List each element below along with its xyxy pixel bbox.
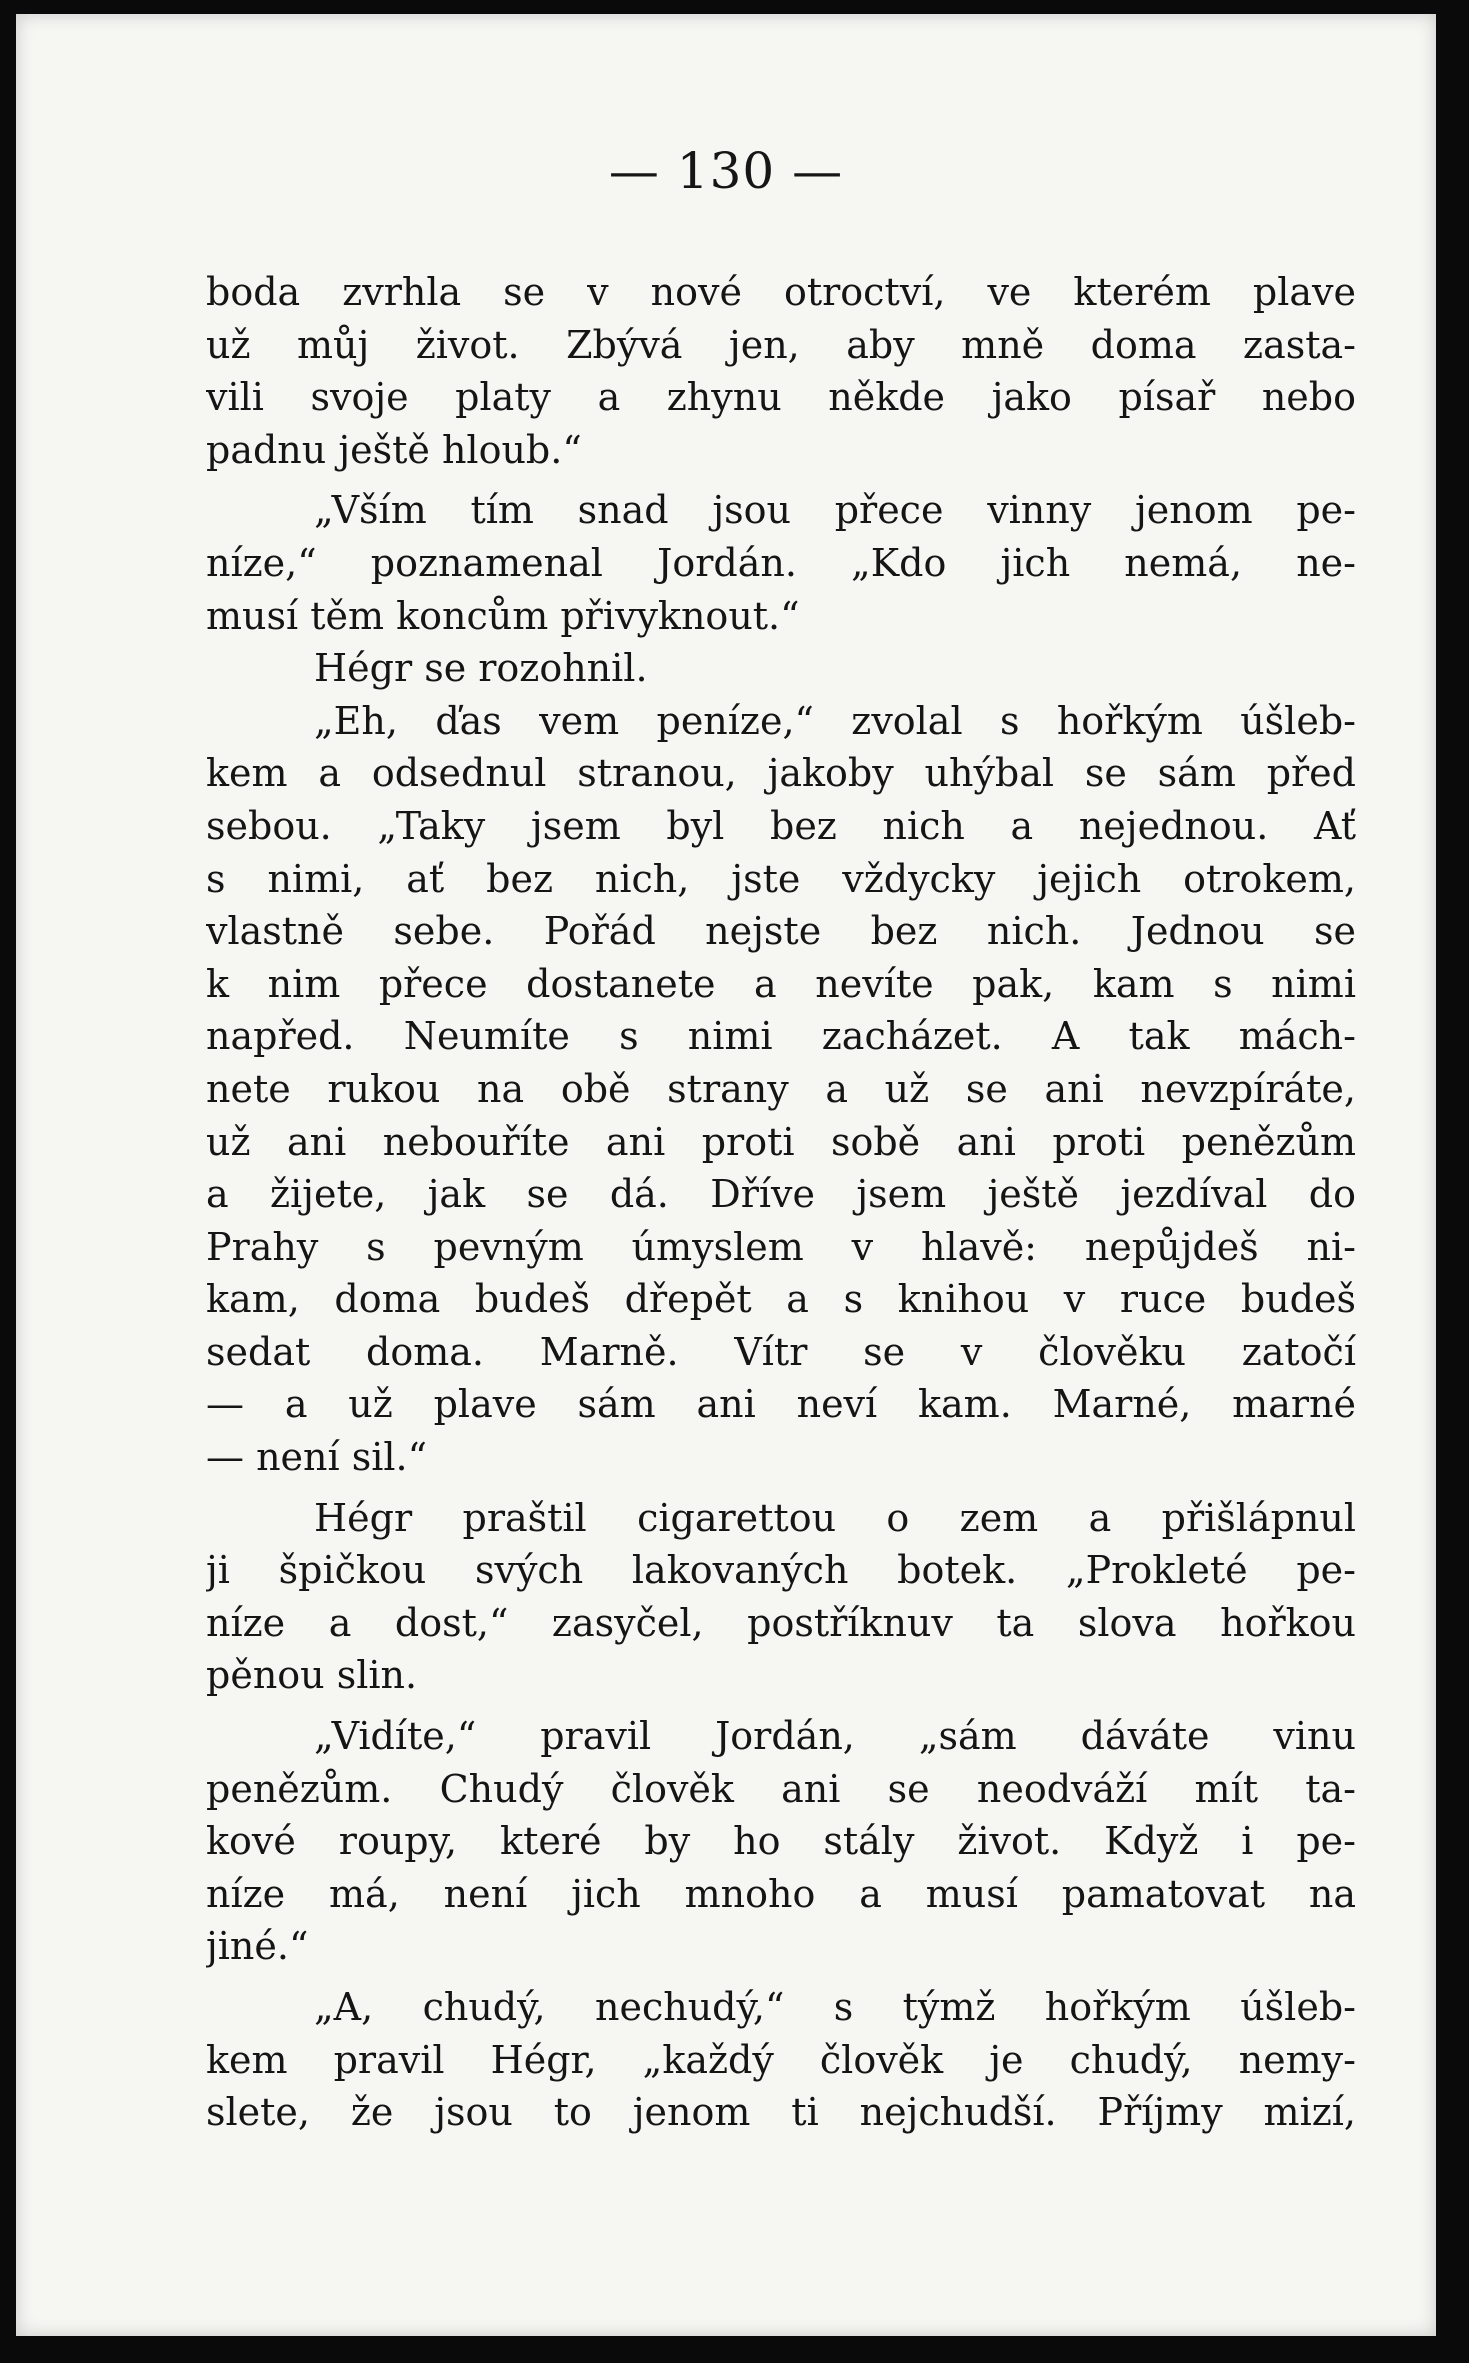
text-line: nete rukou na obě strany a už se ani nevzpíráte, [206,1066,1356,1111]
text-line: sebou. „Taky jsem byl bez nich a nejednou. Ať [206,803,1356,848]
text-line: Hégr se rozohnil. [314,646,648,691]
text-line: kové roupy, které by ho stály život. Když i pe- [206,1819,1356,1864]
text-line: pěnou slin. [206,1653,418,1698]
text-line: kem a odsednul stranou, jakoby uhýbal se sám před [206,751,1356,796]
body-text [206,266,1356,2139]
text-line: „A, chudý, nechudý,“ s týmž hořkým úšleb- [314,1985,1356,2029]
text-line: slete, že jsou to jenom ti nejchudší. Příjmy mizí, [206,2090,1356,2135]
text-line: níze a dost,“ zasyčel, postříknuv ta slova hořkou [206,1600,1356,1645]
paragraph-gap [206,1702,1356,1710]
page-number: — 130 — [608,142,844,200]
text-line: Prahy s pevným úmyslem v hlavě: nepůjdeš ni- [206,1224,1356,1269]
text-line: sedat doma. Marně. Vítr se v člověku zatočí [206,1329,1356,1374]
text-line: k nim přece dostanete a nevíte pak, kam s nimi [206,961,1356,1006]
text-line: už ani nebouříte ani proti sobě ani proti penězům [206,1119,1356,1164]
paragraph-gap [206,1484,1356,1492]
text-line: — není sil.“ [206,1435,428,1480]
paragraph-gap [206,1973,1356,1981]
text-line: padnu ještě hloub.“ [206,427,582,472]
text-line: „Vším tím snad jsou přece vinny jenom pe- [314,488,1356,533]
text-line: ji špičkou svých lakovaných botek. „Prokleté pe- [206,1548,1356,1593]
text-line: musí těm koncům přivyknout.“ [206,593,800,638]
text-line: „Eh, ďas vem peníze,“ zvolal s hořkým úšleb- [314,698,1356,743]
paragraph-gap [206,476,1356,484]
text-line: vili svoje platy a zhynu někde jako písař nebo [206,375,1356,420]
text-line: a žijete, jak se dá. Dříve jsem ještě jezdíval do [206,1172,1356,1217]
text-line: napřed. Neumíte s nimi zacházet. A tak mách- [206,1014,1356,1059]
text-line: vlastně sebe. Pořád nejste bez nich. Jednou se [206,909,1356,954]
text-line: níze má, není jich mnoho a musí pamatovat na [206,1871,1356,1916]
text-line: s nimi, ať bez nich, jste vždycky jejich otrokem, [206,856,1356,901]
text-line: Hégr praštil cigarettou o zem a přišlápnul [314,1495,1356,1540]
text-line: níze,“ poznamenal Jordán. „Kdo jich nemá, ne- [206,540,1356,585]
text-line: kam, doma budeš dřepět a s knihou v ruce budeš [206,1277,1356,1322]
text-line: „Vidíte,“ pravil Jordán, „sám dáváte vinu [314,1714,1356,1759]
text-line: už můj život. Zbývá jen, aby mně doma zasta- [206,322,1356,367]
book-page [16,14,1436,2336]
text-line: boda zvrhla se v nové otroctví, ve kterém plave [206,270,1356,314]
text-line: — a už plave sám ani neví kam. Marné, marné [206,1382,1356,1427]
text-line: kem pravil Hégr, „každý člověk je chudý, nemy- [206,2037,1356,2082]
text-line: jiné.“ [206,1924,309,1969]
text-line: penězům. Chudý člověk ani se neodváží mít ta- [206,1766,1356,1811]
